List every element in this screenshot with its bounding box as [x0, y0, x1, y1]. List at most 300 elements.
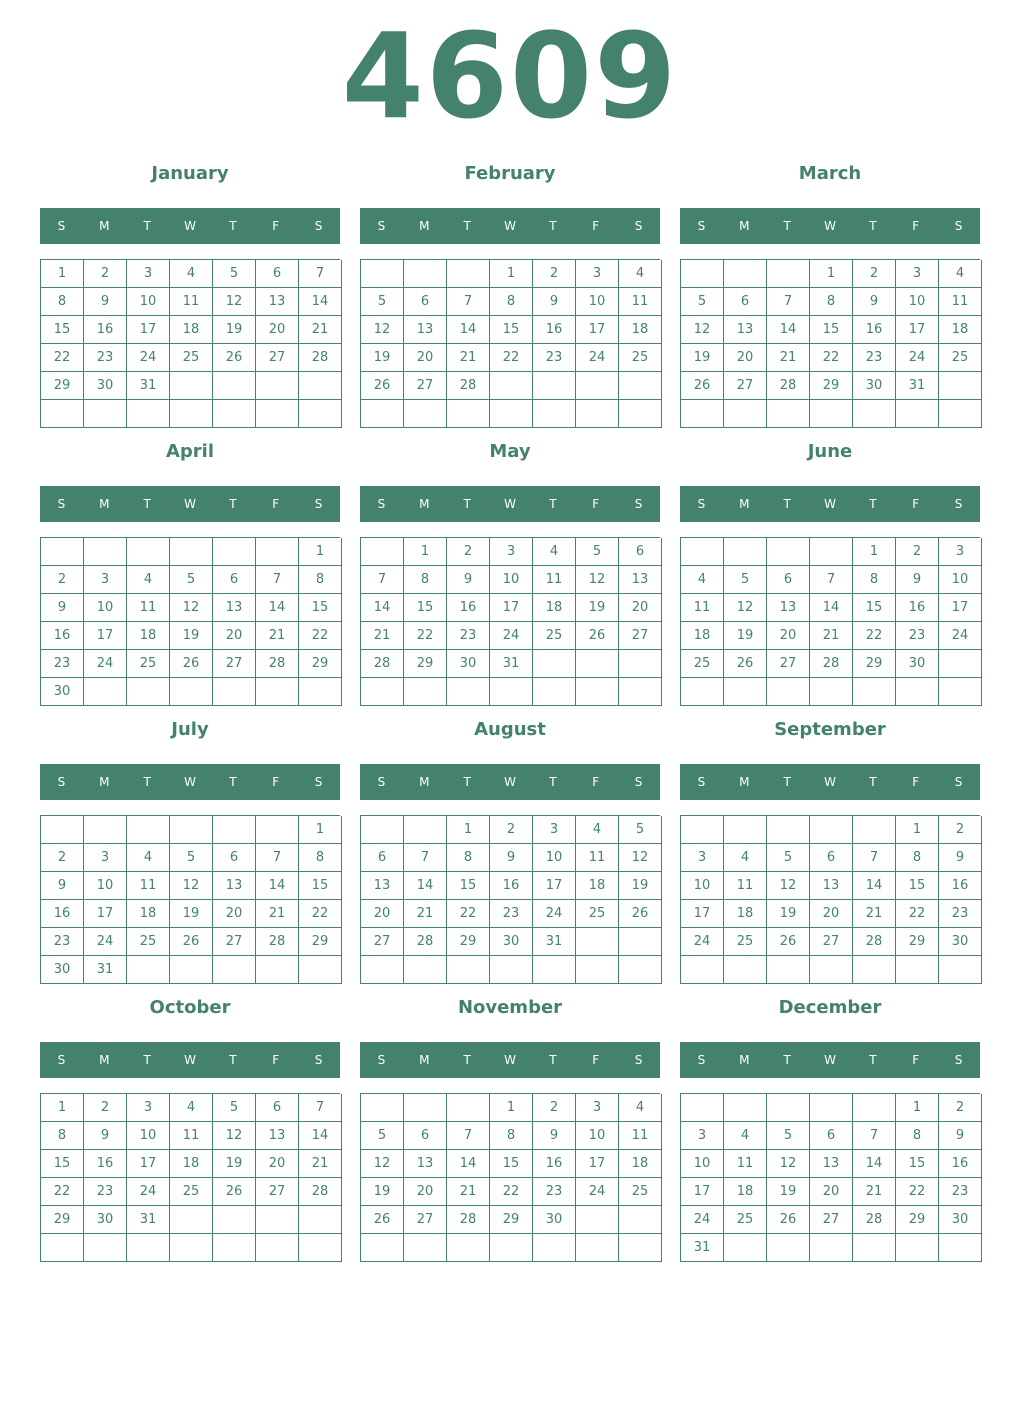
day-cell: 29 — [299, 650, 342, 678]
weekday-label: S — [697, 497, 706, 511]
empty-day-cell — [127, 816, 170, 844]
day-cell: 2 — [447, 538, 490, 566]
weekday-label: W — [504, 497, 516, 511]
empty-day-cell — [533, 1234, 576, 1262]
day-cell: 29 — [41, 372, 84, 400]
empty-day-cell — [896, 678, 939, 706]
day-cell: 13 — [256, 1122, 299, 1150]
day-cell: 7 — [256, 566, 299, 594]
day-cell: 29 — [810, 372, 853, 400]
empty-day-cell — [361, 400, 404, 428]
weekday-label: T — [143, 775, 151, 789]
day-cell: 9 — [533, 288, 576, 316]
day-cell: 29 — [447, 928, 490, 956]
empty-day-cell — [576, 650, 619, 678]
day-cell: 25 — [939, 344, 982, 372]
day-cell: 27 — [213, 928, 256, 956]
day-cell: 29 — [896, 1206, 939, 1234]
weekday-label: W — [824, 219, 836, 233]
empty-day-cell — [810, 400, 853, 428]
weekday-label: S — [634, 497, 643, 511]
weekday-header — [40, 1042, 340, 1078]
day-cell: 19 — [619, 872, 662, 900]
weekday-label: T — [143, 1053, 151, 1067]
weekday-label: F — [912, 219, 920, 233]
empty-day-cell — [619, 678, 662, 706]
day-cell: 24 — [84, 928, 127, 956]
weekday-label: M — [419, 775, 430, 789]
empty-day-cell — [810, 1234, 853, 1262]
day-cell: 31 — [681, 1234, 724, 1262]
empty-day-cell — [404, 1094, 447, 1122]
day-cell: 20 — [256, 1150, 299, 1178]
empty-day-cell — [447, 1234, 490, 1262]
weekday-label: T — [549, 775, 557, 789]
month-name: September — [774, 719, 886, 740]
day-cell: 26 — [576, 622, 619, 650]
day-cell: 5 — [681, 288, 724, 316]
day-cell: 23 — [490, 900, 533, 928]
day-cell: 8 — [299, 844, 342, 872]
empty-day-cell — [939, 650, 982, 678]
day-cell: 7 — [404, 844, 447, 872]
day-cell: 2 — [939, 1094, 982, 1122]
day-cell: 14 — [810, 594, 853, 622]
day-cell: 18 — [170, 1150, 213, 1178]
empty-day-cell — [767, 816, 810, 844]
day-cell: 11 — [619, 288, 662, 316]
weekday-label: W — [504, 219, 516, 233]
day-cell: 9 — [447, 566, 490, 594]
day-cell: 17 — [576, 1150, 619, 1178]
day-cell: 7 — [767, 288, 810, 316]
day-cell: 1 — [41, 1094, 84, 1122]
empty-day-cell — [41, 816, 84, 844]
day-cell: 20 — [213, 900, 256, 928]
day-grid — [680, 1093, 980, 1262]
day-cell: 25 — [619, 1178, 662, 1206]
weekday-label: S — [314, 775, 323, 789]
month-name: May — [489, 441, 531, 462]
weekday-label: T — [229, 219, 237, 233]
day-grid — [680, 815, 980, 984]
day-cell: 3 — [127, 260, 170, 288]
empty-day-cell — [619, 928, 662, 956]
day-cell: 7 — [299, 260, 342, 288]
day-cell: 22 — [404, 622, 447, 650]
day-cell: 9 — [533, 1122, 576, 1150]
weekday-label: W — [824, 775, 836, 789]
day-cell: 24 — [533, 900, 576, 928]
day-cell: 23 — [447, 622, 490, 650]
day-cell: 28 — [256, 650, 299, 678]
day-cell: 19 — [170, 900, 213, 928]
day-cell: 28 — [299, 344, 342, 372]
day-cell: 23 — [939, 900, 982, 928]
empty-day-cell — [896, 1234, 939, 1262]
day-cell: 28 — [256, 928, 299, 956]
empty-day-cell — [84, 538, 127, 566]
day-cell: 11 — [533, 566, 576, 594]
day-cell: 4 — [170, 260, 213, 288]
day-cell: 21 — [256, 900, 299, 928]
day-cell: 7 — [361, 566, 404, 594]
day-cell: 12 — [681, 316, 724, 344]
day-cell: 15 — [853, 594, 896, 622]
day-cell: 3 — [576, 1094, 619, 1122]
day-cell: 12 — [170, 594, 213, 622]
day-cell: 25 — [127, 650, 170, 678]
day-grid — [40, 259, 340, 428]
day-cell: 2 — [533, 1094, 576, 1122]
day-cell: 23 — [853, 344, 896, 372]
day-cell: 12 — [170, 872, 213, 900]
empty-day-cell — [576, 678, 619, 706]
weekday-label: S — [57, 775, 66, 789]
day-cell: 22 — [490, 1178, 533, 1206]
day-cell: 12 — [213, 1122, 256, 1150]
empty-day-cell — [853, 400, 896, 428]
day-cell: 4 — [939, 260, 982, 288]
day-cell: 22 — [810, 344, 853, 372]
day-cell: 27 — [256, 1178, 299, 1206]
day-cell: 9 — [939, 1122, 982, 1150]
empty-day-cell — [767, 1094, 810, 1122]
empty-day-cell — [939, 372, 982, 400]
day-cell: 14 — [853, 1150, 896, 1178]
empty-day-cell — [767, 400, 810, 428]
day-cell: 4 — [724, 844, 767, 872]
empty-day-cell — [767, 538, 810, 566]
empty-day-cell — [213, 372, 256, 400]
day-cell: 9 — [853, 288, 896, 316]
empty-day-cell — [810, 956, 853, 984]
day-cell: 16 — [490, 872, 533, 900]
day-cell: 8 — [490, 288, 533, 316]
empty-day-cell — [681, 956, 724, 984]
day-cell: 18 — [681, 622, 724, 650]
weekday-label: F — [272, 1053, 280, 1067]
day-cell: 15 — [404, 594, 447, 622]
weekday-label: W — [504, 1053, 516, 1067]
weekday-label: F — [912, 497, 920, 511]
day-cell: 11 — [170, 1122, 213, 1150]
weekday-label: W — [184, 775, 196, 789]
day-cell: 2 — [939, 816, 982, 844]
day-cell: 26 — [361, 1206, 404, 1234]
day-cell: 7 — [853, 844, 896, 872]
day-cell: 1 — [896, 816, 939, 844]
day-cell: 30 — [939, 928, 982, 956]
weekday-header — [360, 486, 660, 522]
weekday-label: F — [272, 219, 280, 233]
empty-day-cell — [41, 1234, 84, 1262]
day-cell: 10 — [896, 288, 939, 316]
day-cell: 6 — [213, 844, 256, 872]
day-cell: 11 — [724, 872, 767, 900]
day-cell: 13 — [619, 566, 662, 594]
day-cell: 29 — [853, 650, 896, 678]
day-cell: 13 — [213, 872, 256, 900]
empty-day-cell — [533, 678, 576, 706]
day-cell: 4 — [681, 566, 724, 594]
day-cell: 23 — [41, 650, 84, 678]
day-cell: 21 — [447, 344, 490, 372]
empty-day-cell — [127, 1234, 170, 1262]
weekday-label: W — [824, 1053, 836, 1067]
day-cell: 19 — [213, 1150, 256, 1178]
empty-day-cell — [256, 372, 299, 400]
day-cell: 10 — [84, 872, 127, 900]
day-cell: 12 — [576, 566, 619, 594]
day-cell: 2 — [41, 566, 84, 594]
empty-day-cell — [681, 1094, 724, 1122]
empty-day-cell — [619, 956, 662, 984]
day-cell: 4 — [619, 260, 662, 288]
empty-day-cell — [84, 678, 127, 706]
day-cell: 23 — [896, 622, 939, 650]
day-cell: 16 — [84, 316, 127, 344]
month-name: February — [464, 163, 556, 184]
day-cell: 20 — [810, 1178, 853, 1206]
day-cell: 10 — [127, 288, 170, 316]
day-cell: 21 — [361, 622, 404, 650]
day-cell: 14 — [767, 316, 810, 344]
day-cell: 17 — [84, 622, 127, 650]
empty-day-cell — [404, 400, 447, 428]
day-cell: 7 — [810, 566, 853, 594]
day-cell: 5 — [724, 566, 767, 594]
day-cell: 21 — [404, 900, 447, 928]
day-cell: 16 — [447, 594, 490, 622]
day-cell: 26 — [213, 1178, 256, 1206]
day-cell: 18 — [619, 316, 662, 344]
weekday-label: S — [377, 775, 386, 789]
day-cell: 12 — [361, 1150, 404, 1178]
weekday-header — [360, 764, 660, 800]
weekday-label: S — [697, 1053, 706, 1067]
day-cell: 30 — [490, 928, 533, 956]
day-cell: 21 — [853, 1178, 896, 1206]
day-cell: 10 — [490, 566, 533, 594]
day-cell: 20 — [810, 900, 853, 928]
empty-day-cell — [170, 678, 213, 706]
day-cell: 29 — [490, 1206, 533, 1234]
day-cell: 1 — [41, 260, 84, 288]
weekday-label: S — [377, 497, 386, 511]
day-cell: 20 — [724, 344, 767, 372]
day-cell: 8 — [810, 288, 853, 316]
day-cell: 29 — [404, 650, 447, 678]
empty-day-cell — [767, 260, 810, 288]
day-cell: 6 — [810, 844, 853, 872]
day-cell: 15 — [490, 1150, 533, 1178]
day-cell: 16 — [939, 872, 982, 900]
weekday-label: T — [783, 775, 791, 789]
weekday-label: T — [229, 775, 237, 789]
month-name: June — [807, 441, 853, 462]
empty-day-cell — [533, 650, 576, 678]
empty-day-cell — [84, 400, 127, 428]
day-cell: 17 — [681, 900, 724, 928]
weekday-label: T — [869, 1053, 877, 1067]
day-cell: 1 — [404, 538, 447, 566]
day-cell: 18 — [939, 316, 982, 344]
day-cell: 13 — [404, 1150, 447, 1178]
empty-day-cell — [170, 956, 213, 984]
weekday-label: S — [954, 1053, 963, 1067]
day-cell: 27 — [256, 344, 299, 372]
day-cell: 1 — [299, 538, 342, 566]
day-cell: 8 — [299, 566, 342, 594]
empty-day-cell — [724, 1094, 767, 1122]
empty-day-cell — [41, 400, 84, 428]
weekday-label: F — [592, 497, 600, 511]
day-cell: 22 — [299, 622, 342, 650]
empty-day-cell — [619, 650, 662, 678]
weekday-label: T — [229, 1053, 237, 1067]
day-cell: 2 — [41, 844, 84, 872]
day-cell: 25 — [576, 900, 619, 928]
day-cell: 8 — [853, 566, 896, 594]
empty-day-cell — [299, 956, 342, 984]
weekday-label: S — [57, 219, 66, 233]
day-cell: 19 — [576, 594, 619, 622]
day-cell: 20 — [404, 1178, 447, 1206]
day-cell: 14 — [853, 872, 896, 900]
day-cell: 28 — [767, 372, 810, 400]
day-cell: 6 — [724, 288, 767, 316]
day-cell: 5 — [767, 1122, 810, 1150]
empty-day-cell — [84, 1234, 127, 1262]
weekday-header — [40, 208, 340, 244]
day-cell: 12 — [724, 594, 767, 622]
day-cell: 13 — [361, 872, 404, 900]
day-cell: 3 — [681, 1122, 724, 1150]
day-cell: 26 — [767, 1206, 810, 1234]
empty-day-cell — [256, 400, 299, 428]
empty-day-cell — [41, 538, 84, 566]
weekday-label: F — [592, 219, 600, 233]
weekday-label: T — [229, 497, 237, 511]
weekday-label: S — [634, 1053, 643, 1067]
day-cell: 11 — [724, 1150, 767, 1178]
empty-day-cell — [896, 400, 939, 428]
day-cell: 30 — [896, 650, 939, 678]
empty-day-cell — [533, 400, 576, 428]
day-cell: 16 — [41, 622, 84, 650]
day-cell: 26 — [170, 650, 213, 678]
weekday-label: S — [634, 775, 643, 789]
day-cell: 4 — [127, 844, 170, 872]
weekday-label: S — [697, 775, 706, 789]
day-cell: 6 — [404, 288, 447, 316]
day-cell: 14 — [256, 872, 299, 900]
day-cell: 2 — [896, 538, 939, 566]
day-cell: 25 — [170, 344, 213, 372]
day-cell: 21 — [447, 1178, 490, 1206]
day-cell: 16 — [939, 1150, 982, 1178]
day-cell: 2 — [533, 260, 576, 288]
weekday-label: S — [634, 219, 643, 233]
day-cell: 20 — [361, 900, 404, 928]
month-name: November — [457, 997, 563, 1018]
day-cell: 24 — [127, 1178, 170, 1206]
weekday-label: T — [549, 497, 557, 511]
day-cell: 18 — [576, 872, 619, 900]
day-cell: 23 — [533, 1178, 576, 1206]
day-cell: 21 — [853, 900, 896, 928]
day-cell: 3 — [490, 538, 533, 566]
day-cell: 26 — [767, 928, 810, 956]
weekday-label: M — [419, 219, 430, 233]
day-cell: 25 — [724, 928, 767, 956]
weekday-label: M — [419, 1053, 430, 1067]
empty-day-cell — [533, 372, 576, 400]
empty-day-cell — [724, 400, 767, 428]
day-cell: 10 — [576, 1122, 619, 1150]
day-cell: 25 — [681, 650, 724, 678]
empty-day-cell — [299, 1206, 342, 1234]
day-cell: 25 — [724, 1206, 767, 1234]
empty-day-cell — [576, 1206, 619, 1234]
day-cell: 1 — [447, 816, 490, 844]
weekday-label: W — [824, 497, 836, 511]
day-cell: 11 — [576, 844, 619, 872]
empty-day-cell — [810, 538, 853, 566]
day-cell: 15 — [41, 1150, 84, 1178]
day-cell: 17 — [939, 594, 982, 622]
month-name: October — [149, 997, 231, 1018]
day-cell: 28 — [853, 1206, 896, 1234]
day-cell: 27 — [404, 1206, 447, 1234]
day-cell: 19 — [681, 344, 724, 372]
day-cell: 30 — [84, 1206, 127, 1234]
day-cell: 2 — [84, 260, 127, 288]
day-cell: 19 — [767, 900, 810, 928]
day-cell: 22 — [447, 900, 490, 928]
day-cell: 5 — [213, 1094, 256, 1122]
empty-day-cell — [896, 956, 939, 984]
weekday-label: T — [869, 219, 877, 233]
empty-day-cell — [853, 816, 896, 844]
empty-day-cell — [127, 678, 170, 706]
weekday-label: M — [739, 775, 750, 789]
day-cell: 13 — [810, 1150, 853, 1178]
day-cell: 18 — [619, 1150, 662, 1178]
day-cell: 1 — [810, 260, 853, 288]
empty-day-cell — [447, 260, 490, 288]
day-cell: 30 — [41, 678, 84, 706]
empty-day-cell — [939, 678, 982, 706]
weekday-header — [40, 486, 340, 522]
day-cell: 26 — [619, 900, 662, 928]
day-cell: 20 — [404, 344, 447, 372]
day-cell: 9 — [84, 288, 127, 316]
empty-day-cell — [213, 400, 256, 428]
year-title: 4609 — [341, 7, 679, 145]
day-cell: 30 — [41, 956, 84, 984]
day-cell: 7 — [447, 1122, 490, 1150]
day-cell: 9 — [84, 1122, 127, 1150]
weekday-label: F — [272, 775, 280, 789]
empty-day-cell — [619, 1234, 662, 1262]
day-cell: 16 — [853, 316, 896, 344]
day-cell: 22 — [299, 900, 342, 928]
day-cell: 27 — [724, 372, 767, 400]
day-cell: 21 — [299, 316, 342, 344]
weekday-header — [360, 208, 660, 244]
